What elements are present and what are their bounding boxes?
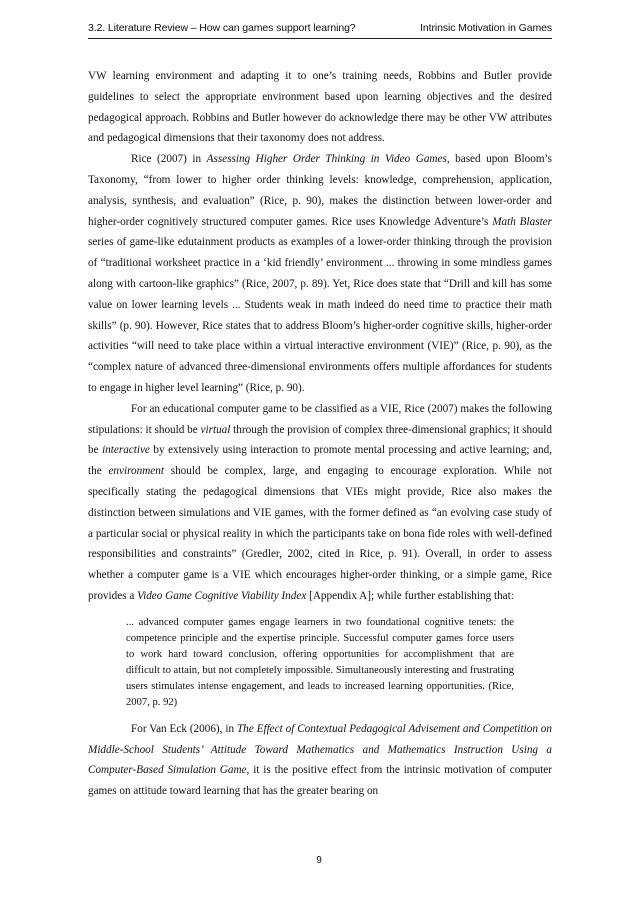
paragraph-3-part-b: through the provision of complex three-dimensional graphics; it should be [88,423,552,457]
header-document-title: Intrinsic Motivation in Games [420,22,552,34]
paragraph-3-part-e: [Appendix A]; while further establishing that: [306,589,514,602]
page-number: 9 [316,855,322,866]
paragraph-2-part-b: , based upon Bloom’s Taxonomy, “from lower to higher order thinking levels: knowledge, comprehension, application, analysis, synthesis, and evaluation” (Rice, p. 90), makes the distinction between lower-order and higher-order cognitively structured computer games. Rice uses Knowledge Adventure’s [88,153,552,228]
paragraph-4-part-b: , it is the positive effect from the intrinsic motivation of computer games on attitude toward learning that has the greater bearing on [88,764,552,798]
paragraph-3-part-c: by extensively using interaction to promote mental processing and active learning; and, the [88,444,552,478]
header-section-title: 3.2. Literature Review – How can games support learning? [88,22,356,34]
term-virtual: virtual [200,423,231,436]
paragraph-2 [88,149,552,399]
running-header [88,22,552,39]
block-quote: ... advanced computer games engage learners in two foundational cognitive tenets: the competence principle and the expertise principle. Successful computer games force users to work hard toward conclusion, offering opportunities for accomplishment that are difficult to attain, but not completely impossible. Simultaneously interesting and frustrating users stimulates intense engagement, and leads to increased learning opportunities. (Rice, 2007, p. 92) [126,616,514,708]
study-title-van-eck: The Effect of Contextual Pedagogical Advisement and Competition on Middle-School Students’ Attitude Toward Mathematics and Mathematics Instruction Using a Computer-Based Simulation Game [88,722,552,777]
paragraph-4-part-a: For Van Eck (2006), in [131,722,237,735]
body-text [88,66,552,802]
paragraph-1: VW learning environment and adapting it to one’s training needs, Robbins and Butler provide guidelines to select the appropriate environment based upon learning objectives and the desired pedagogical approach. Robbins and Butler however do acknowledge there may be other VW attributes and pedagogical dimensions that their taxonomy does not address. [88,70,552,145]
index-title: Video Game Cognitive Viability Index [137,589,307,602]
term-environment: environment [108,465,164,478]
paragraph-3 [88,399,552,607]
term-interactive: interactive [102,444,150,457]
paragraph-2-part-c: series of game-like edutainment products as examples of a lower-order thinking through the provision of “traditional worksheet practice in a ‘kid friendly’ environment ... throwing in some mindless games along with cartoon-like graphics” (Rice, 2007, p. 89). Yet, Rice does state that “Drill and kill has some value on lower learning levels ... Students weak in math indeed do need time to practice their math skills” (p. 90). However, Rice states that to address Bloom’s higher-order cognitive skills, higher-order activities “will need to take place within a virtual interactive environment (VIE)” (Rice, p. 90), as the “complex nature of advanced three-dimensional environments offers multiple affordances for students to engage in higher level learning” (Rice, p. 90). [88,236,552,394]
paragraph-2-part-a: Rice (2007) in [131,153,207,166]
paragraph-4 [88,719,552,802]
book-title-assessing: Assessing Higher Order Thinking in Video Games [206,153,447,166]
paragraph-3-part-a: For an educational computer game to be classified as a VIE, Rice (2007) makes the following stipulations: it should be [88,402,552,436]
paragraph-3-part-d: should be complex, large, and engaging to encourage exploration. While not specifically stating the pedagogical dimensions that VIEs might provide, Rice also makes the distinction between simulations and VIE games, with the former defined as “an evolving case study of a particular social or physical reality in which the participants take on bona fide roles with well-defined responsibilities and constraints” (Gredler, 2002, cited in Rice, p. 91). Overall, in order to assess whether a computer game is a VIE which encourages higher-order thinking, or a simple game, Rice provides a [88,465,553,602]
series-title-math-blaster: Math Blaster [492,215,552,228]
